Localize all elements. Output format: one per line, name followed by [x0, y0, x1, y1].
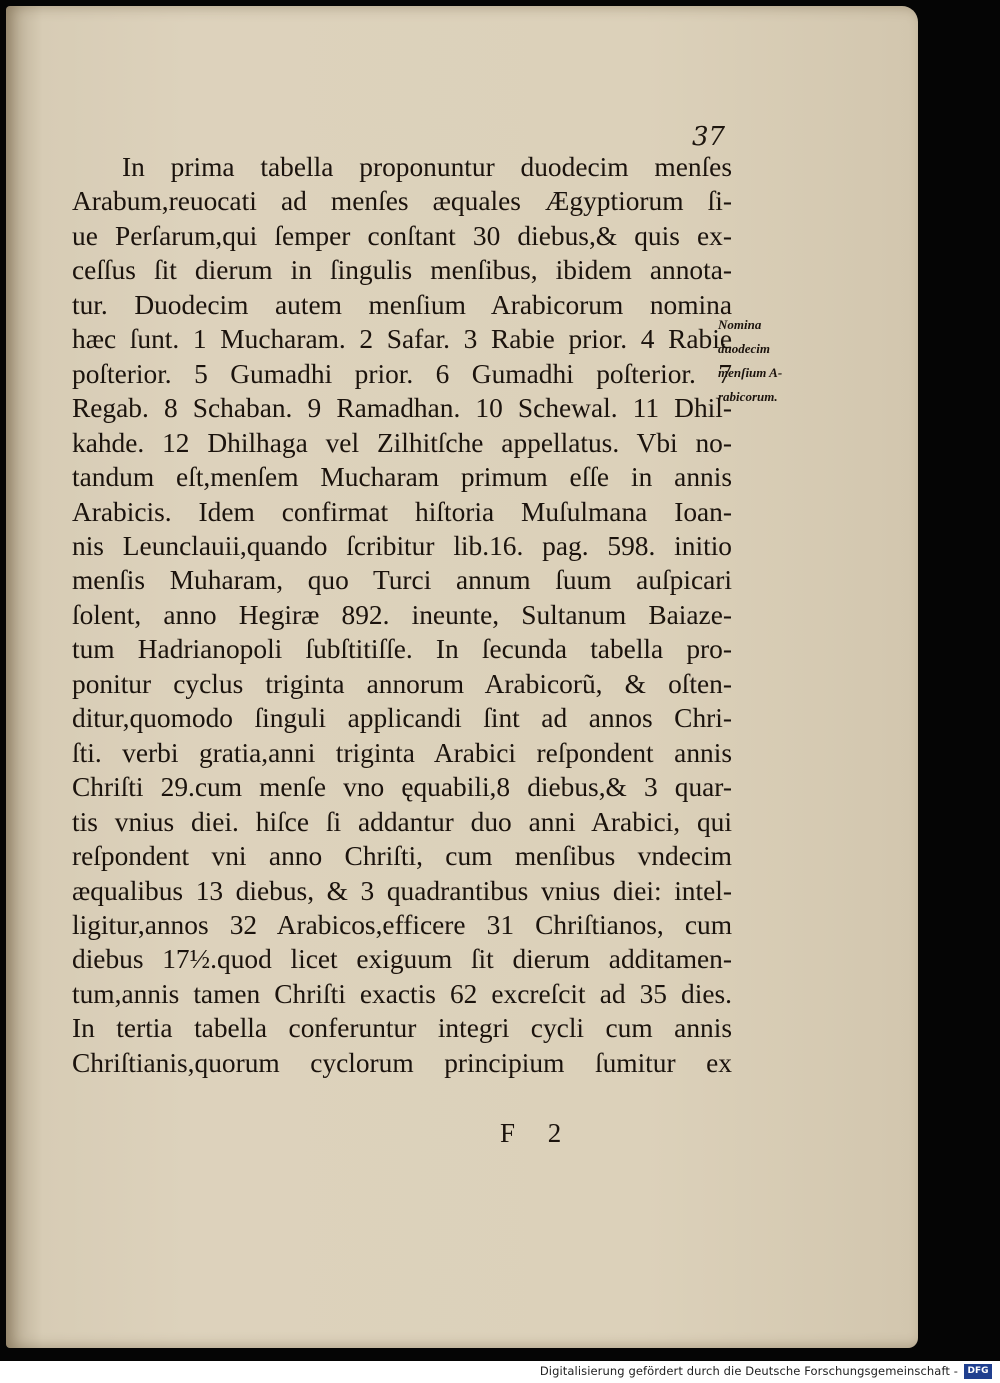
marginal-note-line: duodecim: [718, 341, 770, 356]
text-line: diebus 17½.quod licet exiguum ſit dierum additamen-: [72, 944, 732, 975]
text-line: æqualibus 13 diebus, & 3 quadrantibus vnius diei: intel-: [72, 875, 732, 906]
text-line: ſti. verbi gratia,anni triginta Arabici reſpondent annis: [72, 737, 732, 768]
marginal-note-line: rabicorum.: [718, 389, 778, 404]
text-line: tum Hadrianopoli ſubſtitiſſe. In ſecunda tabella pro-: [72, 634, 732, 665]
text-line: ditur,quomodo ſinguli applicandi ſint ad annos Chri-: [72, 703, 732, 734]
text-line: ſolent, anno Hegiræ 892. ineunte, Sultanum Baiaze-: [72, 599, 732, 630]
text-line: Chriſti 29.cum menſe vno ęquabili,8 diebus,& 3 quar-: [72, 772, 732, 803]
text-line: Arabum,reuocati ad menſes æquales Ægyptiorum ſi-: [72, 186, 732, 217]
text-line: In prima tabella proponuntur duodecim menſes: [122, 152, 732, 182]
text-line: tum,annis tamen Chriſti exactis 62 excreſcit ad 35 dies.: [72, 978, 732, 1009]
text-line: Arabicis. Idem confirmat hiſtoria Muſulmana Ioan-: [72, 496, 732, 527]
text-line: Chriſtianis,quorum cyclorum principium ſumitur ex: [72, 1047, 732, 1078]
body-text: [72, 150, 732, 1080]
marginal-note: [718, 313, 818, 409]
text-line: hæc ſunt. 1 Mucharam. 2 Safar. 3 Rabie prior. 4 Rabie: [72, 324, 732, 355]
text-line: ceſſus ſit dierum in ſingulis menſibus, ibidem annota-: [72, 255, 732, 286]
marginal-note-line: menſium A-: [718, 365, 783, 380]
text-line: Regab. 8 Schaban. 9 Ramadhan. 10 Schewal. 11 Dhil-: [72, 393, 732, 424]
signature-mark: F 2: [500, 1118, 562, 1148]
footer-bar: [0, 1361, 1000, 1383]
text-line: In tertia tabella conferuntur integri cycli cum annis: [72, 1013, 732, 1044]
text-line: ligitur,annos 32 Arabicos,efficere 31 Chriſtianos, cum: [72, 909, 732, 940]
text-line: tandum eſt,menſem Mucharam primum eſſe in annis: [72, 462, 732, 493]
text-line: ponitur cyclus triginta annorum Arabicorũ, & oſten-: [72, 668, 732, 699]
text-line: reſpondent vni anno Chriſti, cum menſibus vndecim: [72, 841, 732, 872]
text-line: menſis Muharam, quo Turci annum ſuum auſpicari: [72, 565, 732, 596]
marginal-note-line: Nomina: [718, 317, 762, 332]
text-line: ue Perſarum,qui ſemper conſtant 30 diebus,& quis ex-: [72, 220, 732, 251]
text-line: kahde. 12 Dhilhaga vel Zilhitſche appellatus. Vbi no-: [72, 427, 732, 458]
text-line: poſterior. 5 Gumadhi prior. 6 Gumadhi poſterior. 7: [72, 358, 732, 389]
text-line: tis vnius diei. hiſce ſi addantur duo anni Arabici, qui: [72, 806, 732, 837]
funding-credit: Digitalisierung gefördert durch die Deutsche Forschungsgemeinschaft -: [539, 1364, 958, 1378]
page-number: 37: [692, 122, 726, 152]
text-line: tur. Duodecim autem menſium Arabicorum nomina: [72, 289, 732, 320]
dfg-logo: DFG: [964, 1364, 992, 1379]
text-line: nis Leunclauii,quando ſcribitur lib.16. pag. 598. initio: [72, 530, 732, 561]
